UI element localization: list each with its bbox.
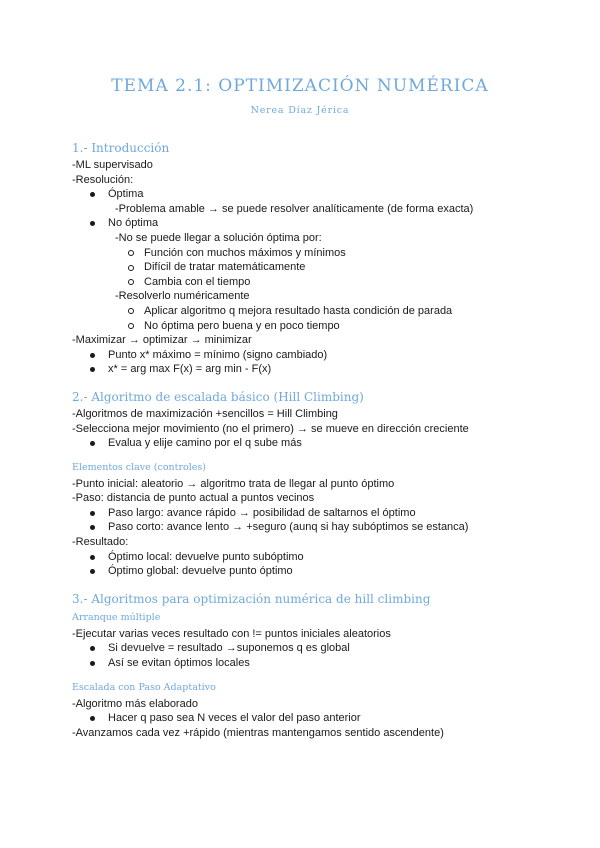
bullet-item: Si devuelve = resultado →suponemos q es global xyxy=(0,641,600,656)
author-name: Nerea Díaz Jérica xyxy=(250,105,350,116)
bullet-item: Evalua y elije camino por el q sube más xyxy=(0,436,600,451)
subsection-heading-controls: Elementos clave (controles) xyxy=(72,461,206,473)
bullet-item: Hacer q paso sea N veces el valor del paso anterior xyxy=(0,711,600,726)
section-heading-algorithms: 3.- Algoritmos para optimización numérica de hill climbing xyxy=(72,591,431,606)
section-heading-intro: 1.- Introducción xyxy=(72,141,170,155)
text-line: -Resultado: xyxy=(72,536,129,549)
subsection-heading-multistart: Arranque múltiple xyxy=(72,611,161,623)
text-line: -Problema amable → se puede resolver analíticamente (de forma exacta) xyxy=(115,202,474,215)
section-heading-hill-climbing: 2.- Algoritmo de escalada básico (Hill Climbing) xyxy=(72,389,364,404)
sub-bullet-item: Difícil de tratar matemáticamente xyxy=(0,260,600,275)
sub-bullet-item: Cambia con el tiempo xyxy=(0,275,600,290)
bullet-item: Óptima xyxy=(0,187,600,202)
bullet-item: No óptima xyxy=(0,216,600,231)
bullet-item: Paso largo: avance rápido → posibilidad de saltarnos el óptimo xyxy=(0,506,600,521)
sub-bullet-item: Función con muchos máximos y mínimos xyxy=(0,246,600,261)
text-line: -Ejecutar varias veces resultado con != puntos iniciales aleatorios xyxy=(72,627,391,640)
text-line: -Selecciona mejor movimiento (no el primero) → se mueve en dirección creciente xyxy=(72,422,469,435)
page-title: TEMA 2.1: OPTIMIZACIÓN NUMÉRICA xyxy=(111,76,489,96)
bullet-item: x* = arg max F(x) = arg min - F(x) xyxy=(0,362,600,377)
bullet-item: Así se evitan óptimos locales xyxy=(0,656,600,671)
text-line: -Algoritmos de maximización +sencillos = Hill Climbing xyxy=(72,407,338,420)
document-body xyxy=(0,138,600,740)
text-line: -Resolución: xyxy=(72,173,134,186)
text-line: -Resolverlo numéricamente xyxy=(115,290,250,303)
bullet-item: Punto x* máximo = mínimo (signo cambiado) xyxy=(0,348,600,363)
text-line: -ML supervisado xyxy=(72,159,153,171)
text-line: -Avanzamos cada vez +rápido (mientras mantengamos sentido ascendente) xyxy=(72,726,444,739)
sub-bullet-item: No óptima pero buena y en poco tiempo xyxy=(0,319,600,334)
text-line: -No se puede llegar a solución óptima por: xyxy=(115,231,322,244)
bullet-item: Paso corto: avance lento → +seguro (aunq si hay subóptimos se estanca) xyxy=(0,520,600,535)
text-line: -Paso: distancia de punto actual a puntos vecinos xyxy=(72,492,315,505)
text-line: -Maximizar → optimizar → minimizar xyxy=(72,334,252,347)
text-line: -Punto inicial: aleatorio → algoritmo trata de llegar al punto óptimo xyxy=(72,477,395,490)
text-line: -Algoritmo más elaborado xyxy=(72,697,198,710)
bullet-item: Óptimo local: devuelve punto subóptimo xyxy=(0,550,600,565)
sub-bullet-item: Aplicar algoritmo q mejora resultado hasta condición de parada xyxy=(0,304,600,319)
subsection-heading-adaptive-step: Escalada con Paso Adaptativo xyxy=(72,681,216,693)
bullet-item: Óptimo global: devuelve punto óptimo xyxy=(0,564,600,579)
